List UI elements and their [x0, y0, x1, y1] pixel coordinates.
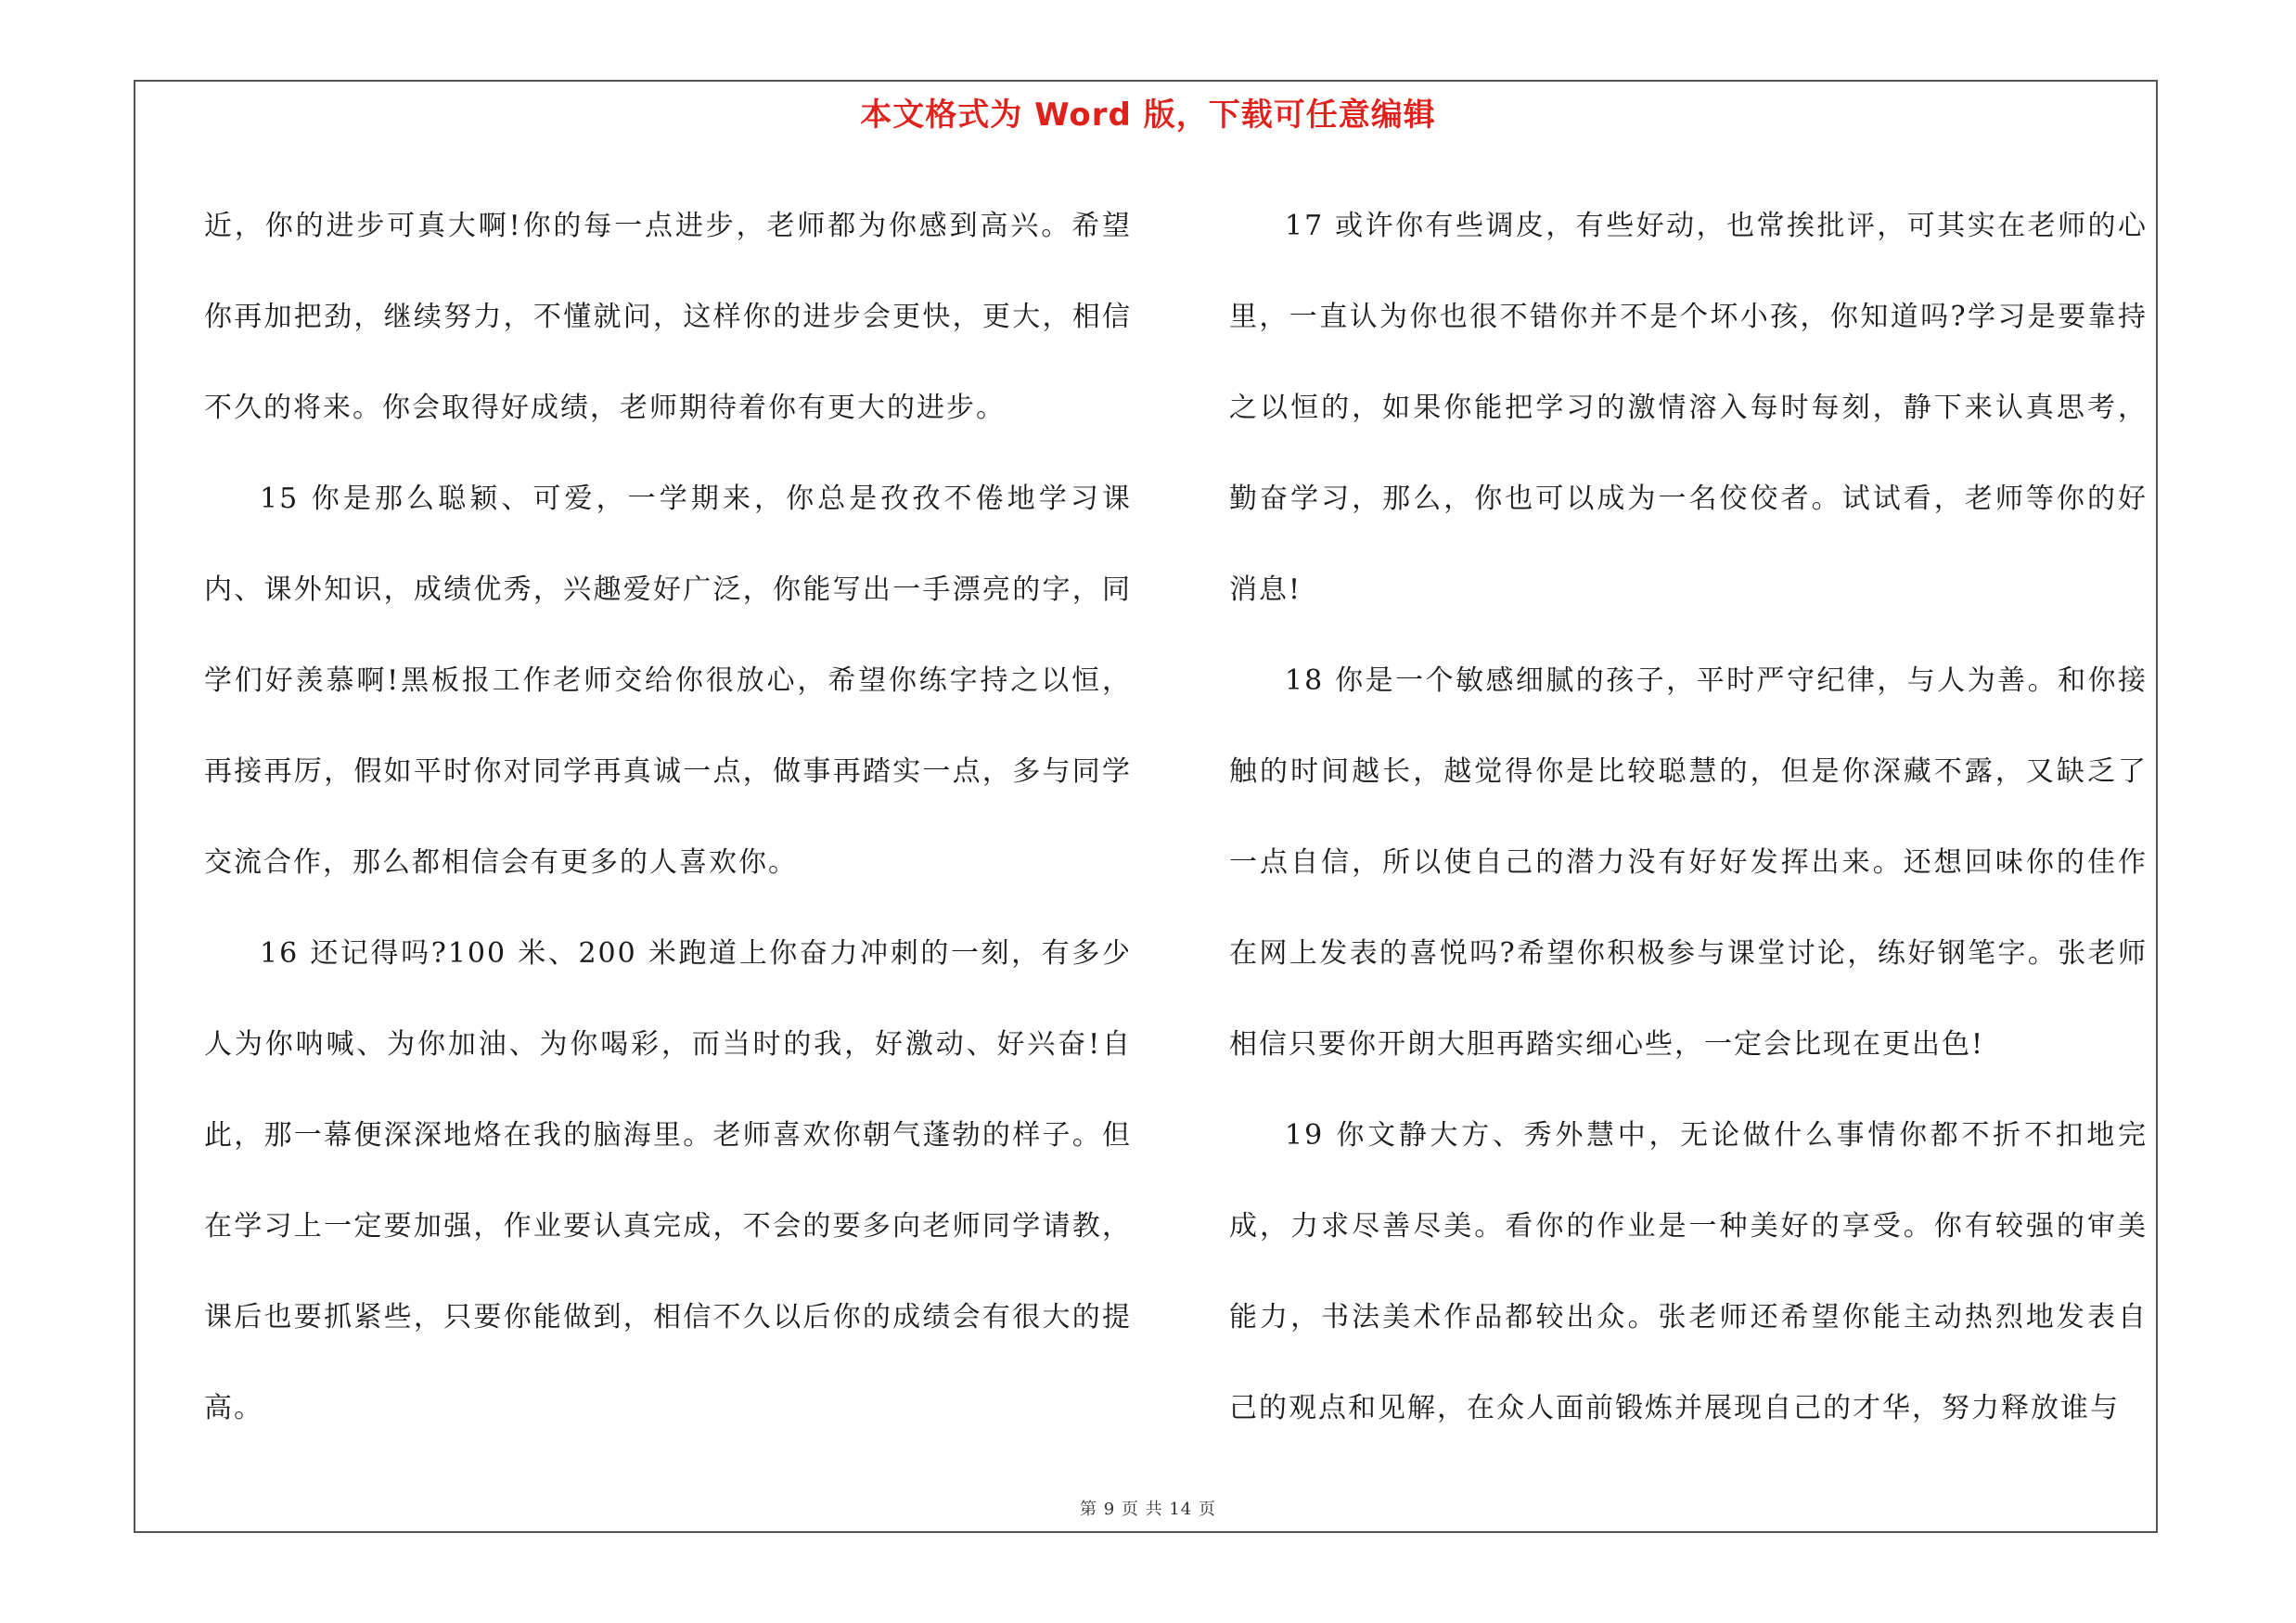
- paragraph-comment-17: 17 或许你有些调皮，有些好动，也常挨批评，可其实在老师的心里，一直认为你也很不错你并不是个坏小孩，你知道吗?学习是要靠持之以恒的，如果你能把学习的激情溶入每时每刻，静下来认真思考，勤奋学习，那么，你也可以成为一名佼佼者。试试看，老师等你的好消息!: [1229, 210, 2148, 606]
- paragraph-comment-19: 19 你文静大方、秀外慧中，无论做什么事情你都不折不扣地完成，力求尽善尽美。看你的作业是一种美好的享受。你有较强的审美能力，书法美术作品都较出众。张老师还希望你能主动热烈地发表自己的观点和见解，在众人面前锻炼并展现自己的才华，努力释放谁与: [1229, 1119, 2148, 1424]
- right-text-column: [1229, 181, 2148, 1454]
- paragraph-comment-18: 18 你是一个敏感细腻的孩子，平时严守纪律，与人为善。和你接触的时间越长，越觉得你是比较聪慧的，但是你深藏不露，又缺乏了一点自信，所以使自己的潜力没有好好发挥出来。还想回味你的佳作在网上发表的喜悦吗?希望你积极参与课堂讨论，练好钢笔字。张老师相信只要你开朗大胆再踏实细心些，一定会比现在更出色!: [1229, 664, 2148, 1061]
- paragraph-comment-15: 15 你是那么聪颖、可爱，一学期来，你总是孜孜不倦地学习课内、课外知识，成绩优秀，兴趣爱好广泛，你能写出一手漂亮的字，同学们好羡慕啊!黑板报工作老师交给你很放心，希望你练字持之以恒，再接再厉，假如平时你对同学再真诚一点，做事再踏实一点，多与同学交流合作，那么都相信会有更多的人喜欢你。: [204, 483, 1132, 879]
- format-notice-banner: 本文格式为 Word 版，下载可任意编辑: [860, 97, 1436, 134]
- page-number: 第 9 页 共 14 页: [1080, 1500, 1216, 1519]
- paragraph-comment-16: 16 还记得吗?100 米、200 米跑道上你奋力冲刺的一刻，有多少人为你呐喊、为你加油、为你喝彩，而当时的我，好激动、好兴奋!自此，那一幕便深深地烙在我的脑海里。老师喜欢你朝气蓬勃的样子。但在学习上一定要加强，作业要认真完成，不会的要多向老师同学请教，课后也要抓紧些，只要你能做到，相信不久以后你的成绩会有很大的提高。: [204, 937, 1132, 1424]
- left-text-column: [204, 181, 1132, 1454]
- paragraph-continuation: 近，你的进步可真大啊!你的每一点进步，老师都为你感到高兴。希望你再加把劲，继续努力，不懂就问，这样你的进步会更快，更大，相信不久的将来。你会取得好成绩，老师期待着你有更大的进步。: [204, 210, 1132, 424]
